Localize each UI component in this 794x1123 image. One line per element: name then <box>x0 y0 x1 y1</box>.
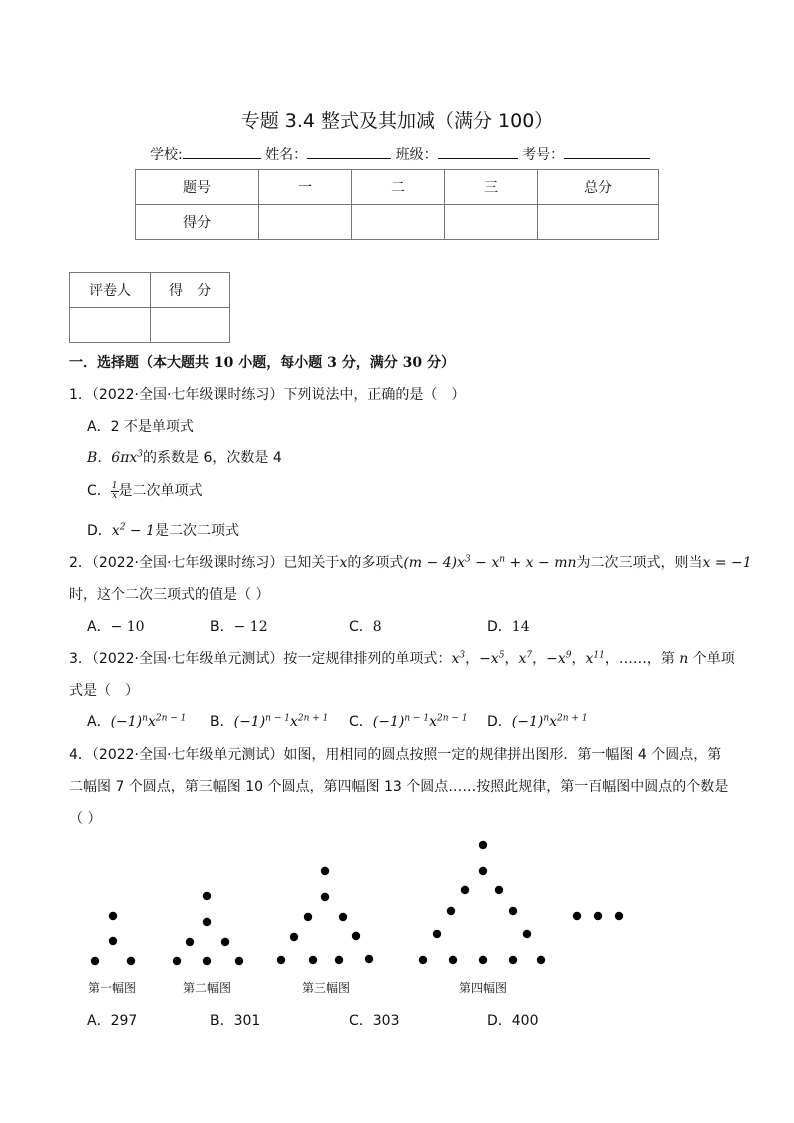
dot-pattern-figure <box>0 830 794 970</box>
grader-label: 评卷人 <box>70 273 151 308</box>
dot <box>277 956 285 964</box>
q3-term: x <box>451 651 460 667</box>
q3-var: x <box>289 714 298 730</box>
q2-option-b <box>210 616 268 636</box>
score-header-cell: 题号 <box>136 170 259 205</box>
dot <box>173 957 181 965</box>
score-table-row <box>136 205 659 240</box>
q2-option-c <box>349 616 382 636</box>
school-label: 学校: <box>150 147 183 163</box>
dot <box>235 957 243 965</box>
q3-x-exp: 2n − 1 <box>437 713 468 724</box>
score-header-cell: 三 <box>445 170 538 205</box>
dot <box>573 912 581 920</box>
exam-no-label: 考号： <box>522 147 565 163</box>
page-title: 专题 3.4 整式及其加减（满分 100） <box>240 110 554 132</box>
dot <box>109 912 117 920</box>
dot <box>352 932 360 940</box>
q2-text: 为二次三项式，则当 <box>576 555 703 571</box>
dot <box>109 937 117 945</box>
q3-base-exp: n <box>543 713 550 724</box>
q1-c-numerator: 1 <box>111 480 118 491</box>
q1-d-text: 是二次二项式 <box>154 523 239 539</box>
dot <box>321 893 329 901</box>
dot <box>365 955 373 963</box>
figure-4-caption: 第四幅图 <box>459 981 508 995</box>
q2-poly-exp: n <box>499 554 506 565</box>
figure-4-dots <box>419 841 545 964</box>
q3-option-label: D． <box>487 714 512 730</box>
score-cell[interactable] <box>259 205 352 240</box>
q3-var: x <box>429 714 438 730</box>
class-label: 班级： <box>395 147 438 163</box>
q1-d-label: D． <box>87 523 112 539</box>
q3-text: 3．（2022·全国·七年级单元测试）按一定规律排列的单项式： <box>69 651 452 667</box>
score-row-label: 得分 <box>136 205 259 240</box>
dot <box>523 930 531 938</box>
q4-option-c: C．303 <box>349 1013 400 1029</box>
grader-cell[interactable] <box>70 308 151 343</box>
q2-option-label: B． <box>210 619 234 635</box>
score-header-cell: 一 <box>259 170 352 205</box>
dot <box>203 957 211 965</box>
dot <box>309 956 317 964</box>
dot <box>479 841 487 849</box>
q2-poly: − x <box>470 555 500 571</box>
dot <box>91 957 99 965</box>
grader-table <box>69 272 230 343</box>
q4-option-d: D．400 <box>487 1013 539 1029</box>
q2-option-value: 14 <box>511 619 530 635</box>
q1-option-c <box>87 480 203 501</box>
ellipsis-dots <box>573 912 623 920</box>
q3-base: (−1) <box>110 714 143 730</box>
q1-c-fraction <box>111 482 119 501</box>
question-3-stem-line2: 式是（ ） <box>69 683 139 699</box>
student-info-line <box>150 144 650 164</box>
figure-3-caption: 第三幅图 <box>302 981 351 995</box>
dot <box>127 957 135 965</box>
q3-term-exp: 11 <box>593 650 605 661</box>
dot <box>203 918 211 926</box>
q2-option-value: − 12 <box>233 619 268 635</box>
q1-b-exp: 3 <box>137 449 144 460</box>
q1-b-text: 的系数是 6，次数是 4 <box>143 450 282 466</box>
dot <box>186 938 194 946</box>
question-2-stem-line2: 时，这个二次三项式的值是（ ） <box>69 587 270 603</box>
dot <box>509 907 517 915</box>
q2-option-value: − 10 <box>110 619 145 635</box>
figure-1-dots <box>91 912 135 965</box>
q3-x-exp: 2n − 1 <box>155 713 187 724</box>
q3-var: x <box>147 714 156 730</box>
q2-option-label: C． <box>349 619 373 635</box>
dot <box>419 956 427 964</box>
figure-1-caption: 第一幅图 <box>88 981 137 995</box>
figure-2-caption: 第二幅图 <box>183 981 232 995</box>
section-heading: 一．选择题（本大题共 10 小题，每小题 3 分，满分 30 分） <box>69 355 455 371</box>
dot <box>594 912 602 920</box>
q2-option-d <box>487 616 530 636</box>
name-blank[interactable] <box>307 144 391 159</box>
q3-term-exp: 7 <box>526 650 533 661</box>
q2-poly-exp: 3 <box>464 554 471 565</box>
question-4-stem-line3: （ ） <box>69 811 102 827</box>
dot <box>290 933 298 941</box>
q2-text: 2．（2022·全国·七年级课时练习）已知关于 <box>69 555 340 571</box>
q3-term: −x <box>479 651 499 667</box>
dot <box>495 886 503 894</box>
dot <box>433 930 441 938</box>
q1-c-denominator: x <box>112 490 118 501</box>
q3-base-exp: n − 1 <box>404 713 430 724</box>
q1-d-var: x <box>111 523 120 539</box>
q2-var-x: x <box>339 555 348 571</box>
q2-text: 的多项式 <box>347 555 404 571</box>
q1-c-text: 是二次单项式 <box>118 483 203 499</box>
q2-poly: (m − 4)x <box>403 555 465 571</box>
q3-base: (−1) <box>233 714 266 730</box>
q2-option-a <box>87 616 145 636</box>
score-cell[interactable] <box>445 205 538 240</box>
score-table-header-row <box>136 170 659 205</box>
dot <box>221 938 229 946</box>
dot <box>339 913 347 921</box>
q1-option-b <box>87 447 282 467</box>
q3-var: x <box>549 714 558 730</box>
q3-term: x <box>518 651 527 667</box>
grader-score-label: 得 分 <box>151 273 230 308</box>
school-blank[interactable] <box>183 144 261 159</box>
q3-text: ，……，第 <box>604 651 675 667</box>
dot <box>537 956 545 964</box>
dot <box>335 956 343 964</box>
q2-option-value: 8 <box>372 619 382 635</box>
q3-option-d <box>487 711 588 731</box>
dot <box>479 956 487 964</box>
q3-base-exp: n <box>142 713 148 724</box>
question-2-stem-line1 <box>69 552 752 572</box>
q3-term-exp: 3 <box>459 650 466 661</box>
grader-score-cell[interactable] <box>151 308 230 343</box>
dot <box>615 912 623 920</box>
figure-3-dots <box>277 867 373 964</box>
question-4-stem-line1: 4．（2022·全国·七年级单元测试）如图，用相同的圆点按照一定的规律拼出图形．第一幅图 4 个圆点，第 <box>69 747 722 763</box>
grader-row <box>70 308 230 343</box>
grader-header-row <box>70 273 230 308</box>
q3-option-label: A． <box>87 714 111 730</box>
dot <box>321 867 329 875</box>
q3-base: (−1) <box>511 714 544 730</box>
q4-option-b: B．301 <box>210 1013 261 1029</box>
score-table <box>135 169 659 240</box>
q3-term-exp: 9 <box>565 650 572 661</box>
dot <box>203 892 211 900</box>
q1-option-d <box>87 520 239 540</box>
q3-text: 个单项 <box>692 651 735 667</box>
q3-base-exp: n − 1 <box>265 713 290 724</box>
dot <box>479 867 487 875</box>
q1-d-rest: − 1 <box>125 523 155 539</box>
question-1-stem: 1．（2022·全国·七年级课时练习）下列说法中，正确的是（ ） <box>69 387 466 403</box>
dot <box>449 956 457 964</box>
q3-option-c <box>349 711 468 731</box>
q1-option-a: A．2 不是单项式 <box>87 419 194 435</box>
name-label: 姓名： <box>265 147 308 163</box>
class-blank[interactable] <box>438 144 518 159</box>
question-4-stem-line2: 二幅图 7 个圆点，第三幅图 10 个圆点，第四幅图 13 个圆点……按照此规律，第一百幅图中圆点的个数是 <box>69 779 729 795</box>
score-cell[interactable] <box>538 205 659 240</box>
q4-option-a: A．297 <box>87 1013 138 1029</box>
q1-d-exp: 2 <box>119 522 126 533</box>
exam-no-blank[interactable] <box>564 144 650 159</box>
q3-option-b <box>210 711 328 731</box>
q3-term: x <box>585 651 594 667</box>
q3-option-a <box>87 711 186 731</box>
question-3-stem-line1: 3．（2022·全国·七年级单元测试）按一定规律排列的单项式：$x^3$，$-x^5$，$x^7$，$-x^9$，$x^{11}$，……，第 n 个单项 <box>69 650 735 667</box>
q3-option-label: B． <box>210 714 234 730</box>
dot <box>461 886 469 894</box>
q2-poly: + x − mn <box>505 555 577 571</box>
q2-option-label: D． <box>487 619 512 635</box>
q3-option-label: C． <box>349 714 373 730</box>
q1-b-expr: B．6πx <box>87 450 138 466</box>
q1-c-label: C． <box>87 483 111 499</box>
q3-term-exp: 5 <box>498 650 505 661</box>
q2-condition: x = −1 <box>702 555 752 571</box>
q3-term: −x <box>546 651 566 667</box>
q3-var-n: n <box>679 651 689 667</box>
figure-2-dots <box>173 892 243 965</box>
q3-base: (−1) <box>372 714 405 730</box>
dot <box>509 956 517 964</box>
q3-x-exp: 2n + 1 <box>557 713 588 724</box>
score-header-cell: 总分 <box>538 170 659 205</box>
dot <box>447 907 455 915</box>
q3-x-exp: 2n + 1 <box>297 713 329 724</box>
dot <box>304 913 312 921</box>
score-header-cell: 二 <box>352 170 445 205</box>
q2-option-label: A． <box>87 619 111 635</box>
score-cell[interactable] <box>352 205 445 240</box>
